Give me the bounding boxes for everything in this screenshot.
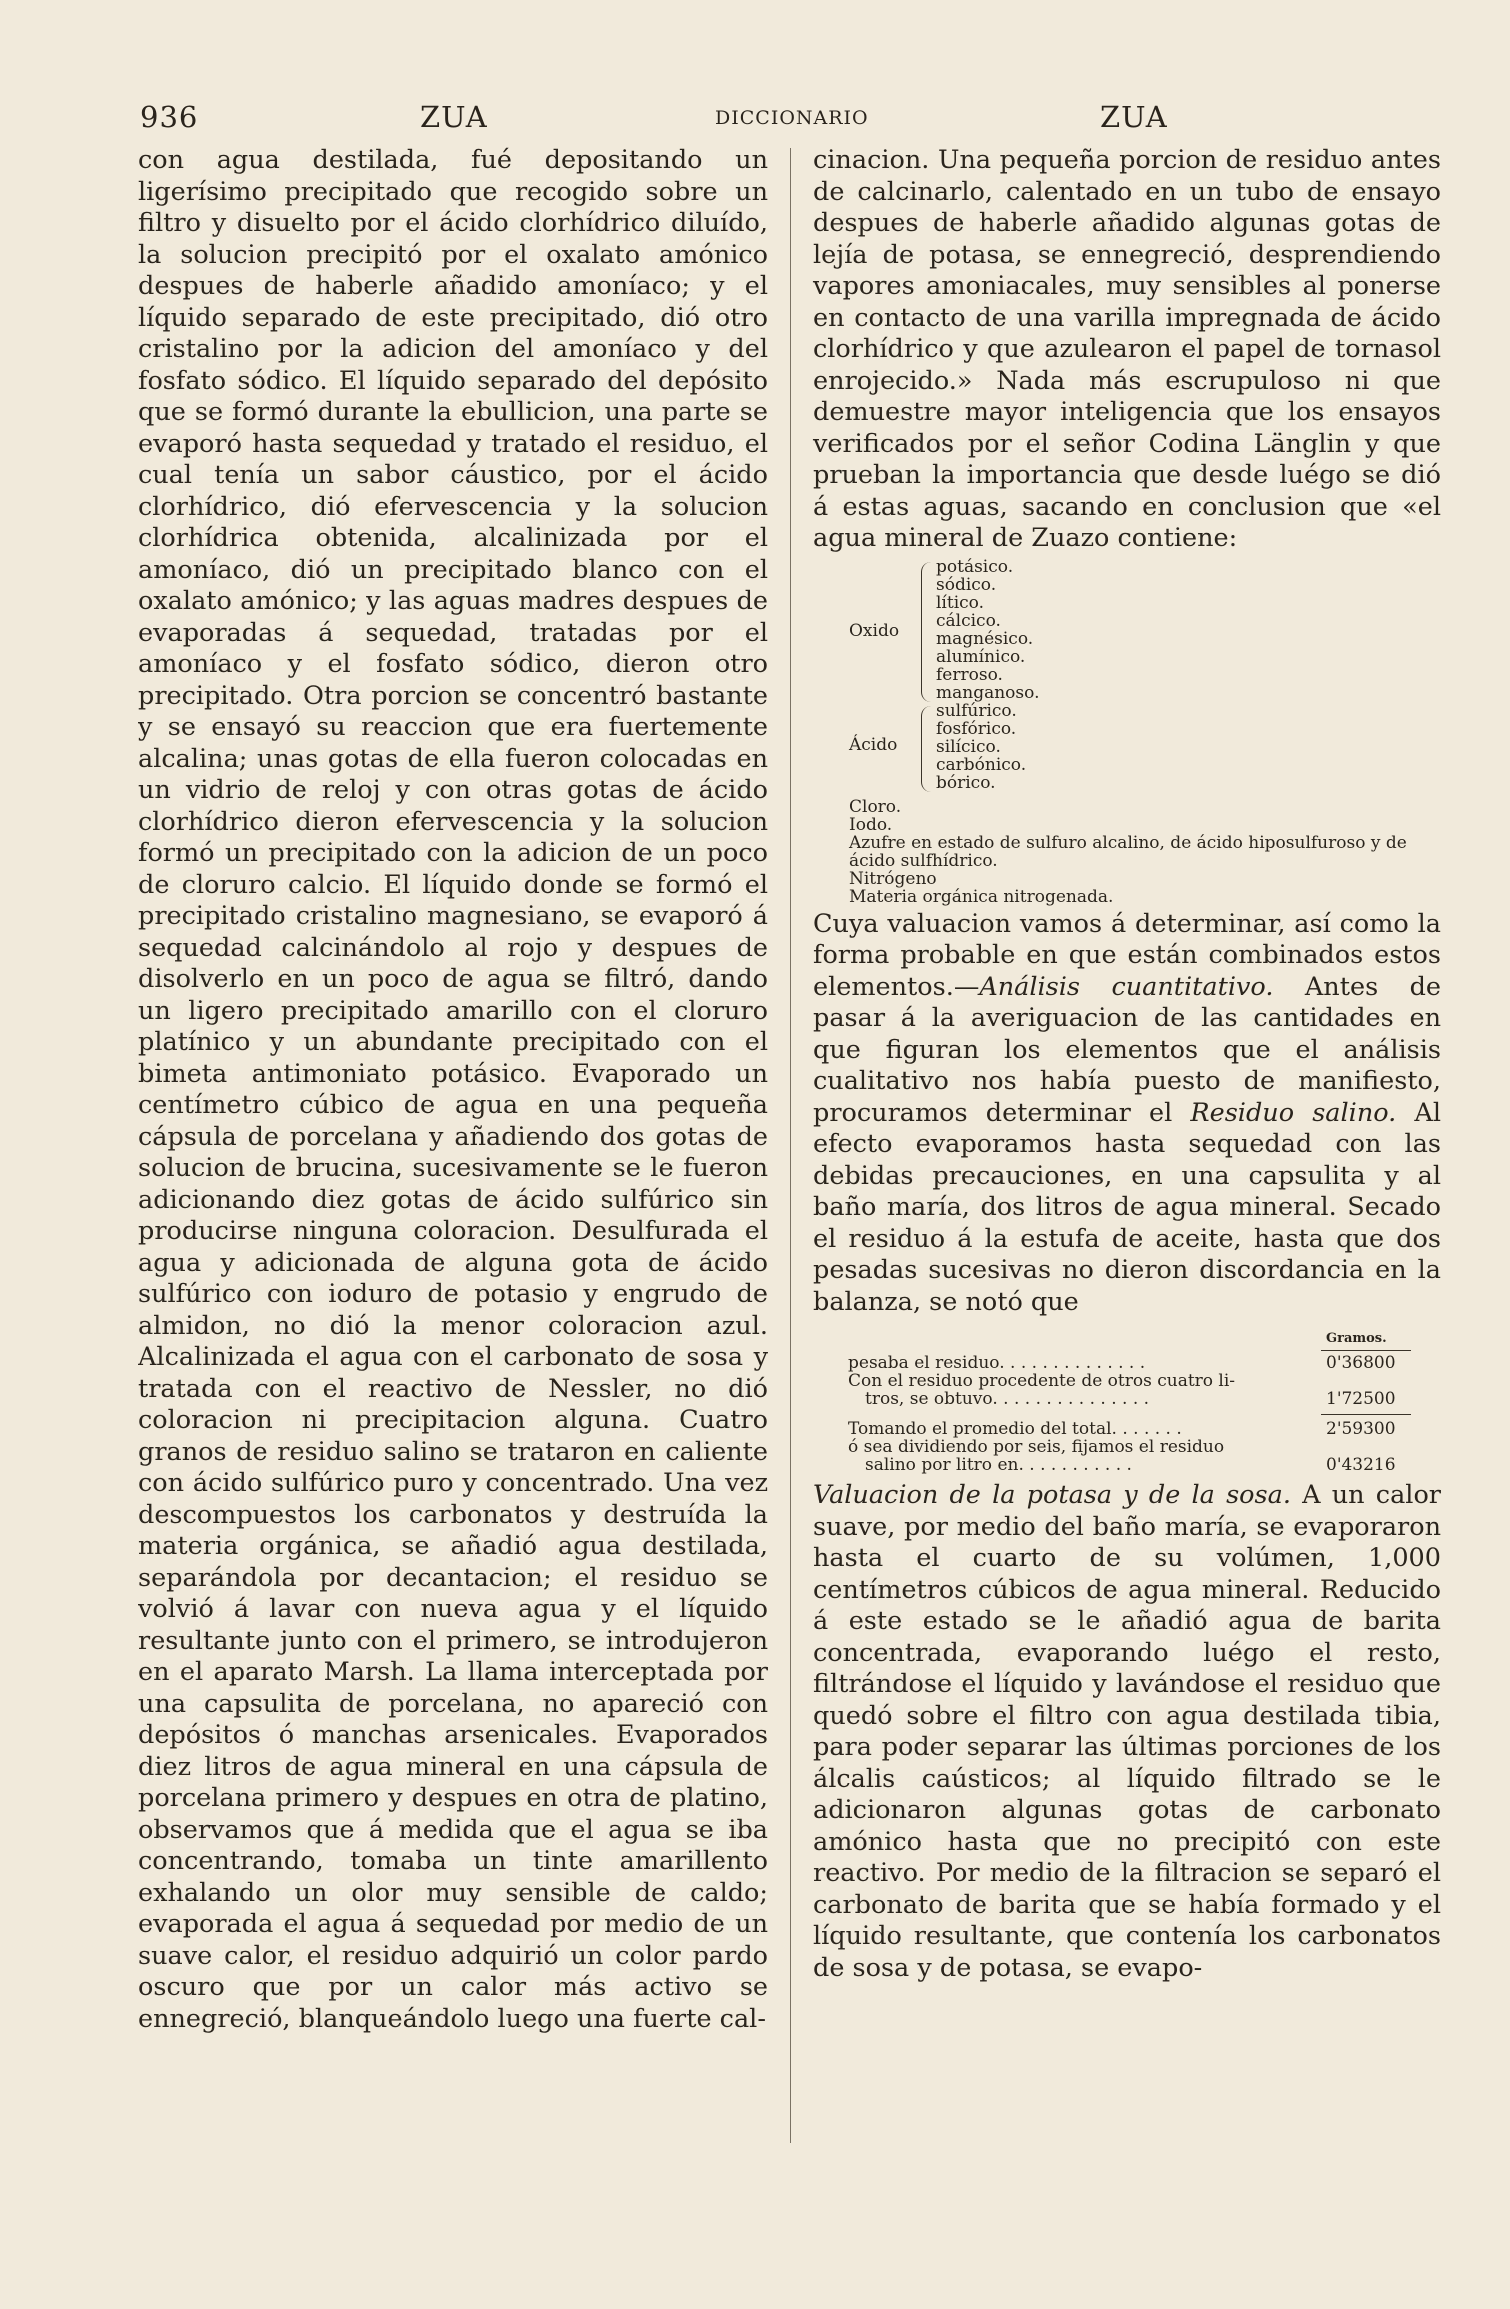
oxido-brace (921, 562, 932, 702)
cloro-item: Cloro. (849, 796, 902, 817)
acido-item: sulfúrico. (936, 700, 1017, 721)
table-row-value: 2'59300 (1326, 1419, 1396, 1439)
iodo-item: Iodo. (849, 814, 893, 835)
table-row-label: Con el residuo procedente de otros cuatro li- (848, 1371, 1236, 1391)
page-number: 936 (140, 100, 199, 134)
para2-text-a: Cuya valuacion vamos á determinar, así como la forma probable en que están combinados estos elementos.— (813, 908, 1441, 1002)
oxido-item: sódico. (936, 574, 997, 595)
left-column (138, 145, 768, 2100)
oxido-item: ferroso. (936, 664, 1003, 685)
acido-label: Ácido (849, 734, 898, 755)
materia-item: Materia orgánica nitrogenada. (849, 886, 1114, 907)
table-row-value: 1'72500 (1326, 1389, 1396, 1409)
page-header (140, 100, 1435, 140)
oxido-item: manganoso. (936, 682, 1040, 703)
table-row-label: tros, se obtuvo. . . . . . . . . . . . . . . (865, 1389, 1150, 1409)
right-paragraph-3 (813, 1480, 1441, 1984)
nitrogeno-item: Nitrógeno (849, 868, 937, 889)
table-row-label: pesaba el residuo. . . . . . . . . . . . . . (848, 1353, 1146, 1373)
oxido-item: lítico. (936, 592, 985, 613)
running-head-right: ZUA (1100, 100, 1168, 134)
right-column (813, 145, 1441, 1984)
column-divider (790, 148, 791, 2143)
table-rule (1321, 1350, 1411, 1351)
right-paragraph-2 (813, 909, 1441, 1319)
running-head-left: ZUA (420, 100, 488, 134)
table-row-label: Tomando el promedio del total. . . . . . . (848, 1419, 1182, 1439)
oxido-item: potásico. (936, 556, 1014, 577)
acido-brace (921, 706, 932, 792)
para3-italic-heading: Valuacion de la potasa y de la sosa. (813, 1480, 1291, 1510)
oxido-item: magnésico. (936, 628, 1034, 649)
table-row-label: salino por litro en. . . . . . . . . . . (865, 1455, 1132, 1475)
azufre-item: Azufre en estado de sulfuro alcalino, de ácido hiposulfuroso y de ácido sulfhídrico. (849, 832, 1407, 871)
acido-item: fosfórico. (936, 718, 1017, 739)
acido-item: bórico. (936, 772, 996, 793)
table-row-label: ó sea dividiendo por seis, fijamos el residuo (848, 1437, 1225, 1457)
left-column-text: con agua destilada, fué depositando un ligerísimo precipitado que recogido sobre un filtro y disuelto por el ácido clorhídrico diluído, la solucion precipitó por el oxalato amónico despues de haberle añadido amoníaco; y el líquido separado de este precipitado, dió otro cristalino por la adicion del amoníaco y del fosfato sódico. El líquido separado del depósito que se formó durante la ebullicion, una parte se evaporó hasta sequedad y tratado el residuo, el cual tenía un sabor cáustico, por el ácido clorhídrico, dió efervescencia y la solucion clorhídrica obtenida, alcalinizada por el amoníaco, dió un precipitado blanco con el oxalato amónico; y las aguas madres despues de evaporadas á sequedad, tratadas por el amoníaco y el fosfato sódico, dieron otro precipitado. Otra porcion se concentró bastante y se ensayó su reaccion que era fuertemente alcalina; unas gotas de ella fueron colocadas en un vidrio de reloj y con otras gotas de ácido clorhídrico dieron efervescencia y la solucion formó un precipitado con la adicion de un poco de cloruro calcio. El líquido donde se formó el precipitado cristalino magnesiano, se evaporó á sequedad calcinándolo al rojo y despues de disolverlo en un poco de agua se filtró, dando un ligero precipitado amarillo con el cloruro platínico y un abundante precipitado con el bimeta antimoniato potásico. Evaporado un centímetro cúbico de agua en una pequeña cápsula de porcelana y añadiendo dos gotas de solucion de brucina, sucesivamente se le fueron adicionando diez gotas de ácido sulfúrico sin producirse ninguna coloracion. Desulfurada el agua y adicionada de alguna gota de ácido sulfúrico con ioduro de potasio y engrudo de almidon, no dió la menor coloracion azul. Alcalinizada el agua con el carbonato de sosa y tratada con el reactivo de Nessler, no dió coloracion ni precipitacion alguna. Cuatro granos de residuo salino se trataron en caliente con ácido sulfúrico puro y concentrado. Una vez descompuestos los carbonatos y destruída la materia orgánica, se añadió agua destilada, separándola por decantacion; el residuo se volvió á lavar con nueva agua y el líquido resultante junto con el primero, se introdujeron en el aparato Marsh. La llama interceptada por una capsulita de porcelana, no apareció con depósitos ó manchas arsenicales. Evaporados diez litros de agua mineral en una cápsula de porcelana primero y despues en otra de platino, observamos que á medida que el agua se iba concentrando, tomaba un tinte amarillento exhalando un olor muy sensible de caldo; evaporada el agua á sequedad por medio de un suave calor, el residuo adquirió un color pardo oscuro que por un calor más activo se ennegreció, blanqueándolo luego una fuerte cal- (138, 145, 768, 2034)
oxido-item: alumínico. (936, 646, 1026, 667)
para2-text-b: Antes de pasar á la averiguacion de las cantidades en que figuran los elementos que el análisis cualitativo nos había puesto de manifiesto, procuramos determinar el (813, 971, 1441, 1128)
para2-italic-analisis: Análisis cuantitativo. (979, 971, 1274, 1002)
acido-item: carbónico. (936, 754, 1027, 775)
table-rule (1321, 1414, 1411, 1415)
table-row-value: 0'36800 (1326, 1353, 1396, 1373)
table-unit-header: Gramos. (1326, 1331, 1387, 1346)
residue-table (813, 1330, 1441, 1480)
acido-item: silícico. (936, 736, 1001, 757)
running-head-center: DICCIONARIO (715, 107, 869, 129)
para3-text: A un calor suave, por medio del baño maría, se evaporaron hasta el cuarto de su volúmen, 1,000 centímetros cúbicos de agua mineral. Reducido á este estado se le añadió agua de barita concentrada, evaporando luégo el resto, filtrándose el líquido y lavándose el residuo que quedó sobre el filtro con agua destilada tibia, para poder separar las últimas porciones de los álcalis caústicos; al líquido filtrado se le adicionaron algunas gotas de carbonato amónico hasta que no precipitó con este reactivo. Por medio de la filtracion se separó el carbonato de barita que se había formado y el líquido resultante, que contenía los carbonatos de sosa y de potasa, se evapo- (813, 1480, 1441, 1983)
para2-italic-residuo: Residuo salino. (1190, 1097, 1397, 1128)
para2-text-c: Al efecto evaporamos hasta sequedad con las debidas precauciones, en una capsulita y al baño maría, dos litros de agua mineral. Secado el residuo á la estufa de aceite, hasta que dos pesadas sucesivas no dieron discordancia en la balanza, se notó que (813, 1097, 1441, 1317)
oxido-label: Oxido (849, 620, 900, 641)
composition-list (813, 556, 1441, 907)
table-row-value: 0'43216 (1326, 1455, 1396, 1475)
right-paragraph-1: cinacion. Una pequeña porcion de residuo antes de calcinarlo, calentado en un tubo de ensayo despues de haberle añadido algunas gotas de lejía de potasa, se ennegreció, desprendiendo vapores amoniacales, muy sensibles al ponerse en contacto de una varilla impregnada de ácido clorhídrico y que azulearon el papel de tornasol enrojecido.» Nada más escrupuloso ni que demuestre mayor inteligencia que los ensayos verificados por el señor Codina Länglin y que prueban la importancia que desde luégo se dió á estas aguas, sacando en conclusion que «el agua mineral de Zuazo contiene: (813, 145, 1441, 553)
oxido-item: cálcico. (936, 610, 1001, 631)
